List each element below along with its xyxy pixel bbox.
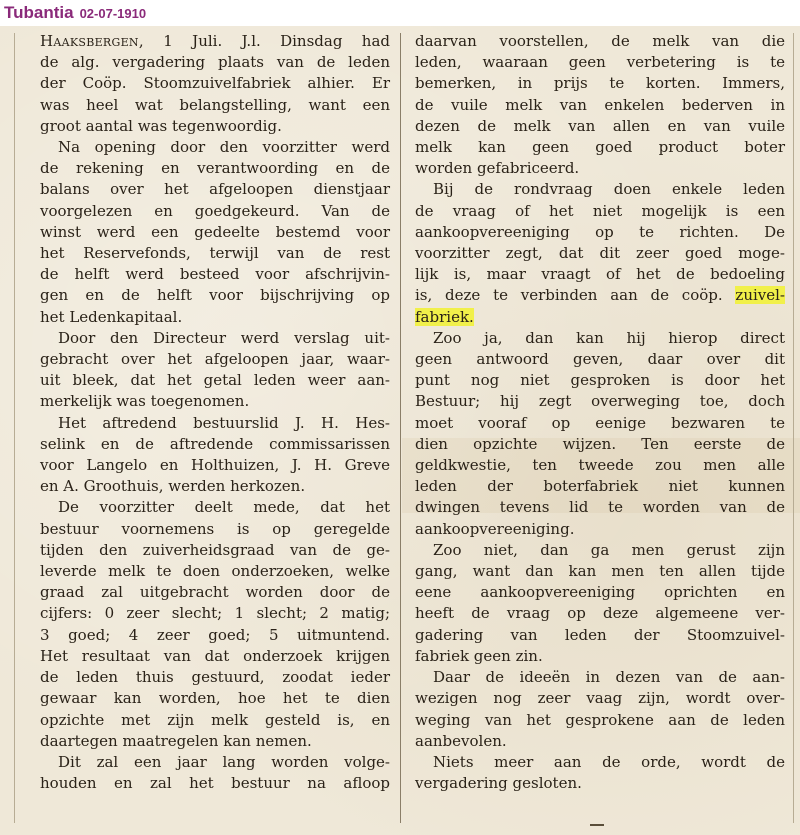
text-line [415, 307, 785, 328]
article-column-right [415, 31, 785, 794]
line-text: daartegen maatregelen kan nemen. [40, 731, 312, 750]
line-text: dien opzichte wijzen. Ten eerste de [415, 434, 785, 453]
line-text: gang, want dan kan men ten allen tijde [415, 562, 785, 581]
text-line [415, 116, 785, 137]
text-line [415, 328, 785, 349]
text-line [415, 710, 785, 731]
newspaper-clipping [0, 22, 800, 835]
text-line [40, 370, 390, 391]
text-line [415, 646, 785, 667]
line-text: het Ledenkapitaal. [40, 307, 183, 326]
text-line [40, 646, 390, 667]
line-text: cijfers: 0 zeer slecht; 1 slecht; 2 matig; [40, 604, 390, 623]
text-line [40, 752, 390, 773]
text-line [40, 476, 390, 497]
line-text: de leden thuis gestuurd, zoodat ieder [40, 668, 390, 687]
text-line [415, 201, 785, 222]
text-line [415, 31, 785, 52]
line-text: gewaar kan worden, hoe het te dien [40, 689, 390, 708]
text-line [40, 688, 390, 709]
line-text: winst werd een gedeelte bestemd voor [40, 222, 390, 241]
text-line [415, 752, 785, 773]
text-line [40, 667, 390, 688]
line-text: 3 goed; 4 zeer goed; 5 uitmuntend. [40, 625, 390, 644]
line-text: Zoo ja, dan kan hij hierop direct [433, 328, 785, 347]
text-line [415, 179, 785, 200]
text-line [40, 307, 390, 328]
text-line [40, 625, 390, 646]
line-text: wezigen nog zeer vaag zijn, wordt over- [415, 689, 785, 708]
text-line [415, 497, 785, 518]
text-line [40, 201, 390, 222]
line-text: Na opening door den voorzitter werd [58, 138, 390, 157]
line-text: balans over het afgeloopen dienstjaar [40, 180, 390, 199]
line-text: voorgelezen en goedgekeurd. Van de [40, 201, 390, 220]
text-line [415, 349, 785, 370]
line-text: de rekening en verantwoording en de [40, 159, 390, 178]
line-text: Niets meer aan de orde, wordt de [433, 752, 785, 771]
text-line [415, 243, 785, 264]
text-line [40, 243, 390, 264]
text-line [40, 328, 390, 349]
line-text: graad zal uitgebracht worden door de [40, 583, 390, 602]
text-line [415, 455, 785, 476]
line-text: Het aftredend bestuurslid J. H. Hes- [58, 413, 390, 432]
text-line [415, 476, 785, 497]
text-line [415, 73, 785, 94]
text-line [40, 497, 390, 518]
text-line [40, 391, 390, 412]
line-text: de vuile melk van enkelen bederven in [415, 95, 785, 114]
line-text: leverde melk te doen onderzoeken, welke [40, 562, 390, 581]
text-line [40, 455, 390, 476]
line-text: Zoo niet, dan ga men gerust zijn [433, 540, 785, 559]
line-text: selink en de aftredende commissarissen [40, 434, 390, 453]
line-text: de alg. vergadering plaats van de leden [40, 53, 390, 72]
line-text: daarvan voorstellen, de melk van die [415, 32, 785, 50]
text-line [40, 264, 390, 285]
line-text: de vraag of het niet mogelijk is een [415, 201, 785, 220]
line-text: fabriek geen zin. [415, 646, 543, 665]
line-text: geldkwestie, ten tweede zou men alle [415, 456, 785, 475]
text-line [40, 540, 390, 561]
line-text: geen antwoord geven, daar over dit [415, 350, 785, 369]
text-line [415, 434, 785, 455]
line-text: aanbevolen. [415, 731, 507, 750]
text-line [415, 667, 785, 688]
line-text: 1 Juli. J.l. Dinsdag had [143, 32, 390, 50]
newspaper-name: Tubantia [4, 3, 74, 22]
text-line [40, 710, 390, 731]
clipping-header [0, 0, 800, 26]
text-line [40, 179, 390, 200]
text-line [40, 731, 390, 752]
line-text: Daar de ideeën in dezen van de aan- [433, 668, 785, 687]
line-text: weging van het gesprokene aan de leden [415, 710, 785, 729]
line-text: en A. Groothuis, werden herkozen. [40, 477, 306, 496]
line-text: leden der boterfabriek niet kunnen [415, 477, 785, 496]
text-line [415, 370, 785, 391]
line-text: bemerken, in prijs te korten. Immers, [415, 74, 785, 93]
text-line [415, 582, 785, 603]
line-text: melk kan geen goed product boter [415, 138, 785, 157]
text-line [415, 540, 785, 561]
right-border-rule [793, 33, 794, 823]
line-text: Bestuur; hij zegt overweging toe, doch [415, 392, 785, 411]
text-line [415, 222, 785, 243]
line-text: punt nog niet gesproken is door het [415, 371, 785, 390]
text-line [415, 158, 785, 179]
line-text: vergadering gesloten. [415, 774, 582, 793]
text-line [40, 349, 390, 370]
line-text: worden gefabriceerd. [415, 159, 580, 178]
text-line [415, 264, 785, 285]
text-line [40, 73, 390, 94]
text-line [40, 773, 390, 794]
line-text: Door den Directeur werd verslag uit- [58, 328, 390, 347]
highlighted-text: fabriek. [415, 307, 474, 326]
line-text: dwingen tevens lid te worden van de [415, 498, 785, 517]
column-divider [400, 33, 401, 823]
text-line [415, 52, 785, 73]
text-line [415, 731, 785, 752]
line-text: voorzitter zegt, dat dit zeer goed moge- [415, 244, 785, 263]
text-line [415, 625, 785, 646]
text-line [40, 519, 390, 540]
line-text: uit bleek, dat het getal leden weer aan- [40, 371, 390, 390]
line-text: is, deze te verbinden aan de coöp. [415, 286, 736, 305]
text-line [40, 285, 390, 306]
highlighted-text: zuivel- [735, 286, 785, 305]
text-line [40, 158, 390, 179]
line-text: tijden den zuiverheidsgraad van de ge- [40, 540, 390, 559]
text-line [40, 413, 390, 434]
left-border-rule [14, 33, 15, 823]
publication-date: 02-07-1910 [79, 5, 147, 21]
line-text: het Reservefonds, terwijl van de rest [40, 244, 390, 263]
line-text: Dit zal een jaar lang worden volge- [58, 752, 390, 771]
line-text: opzichte met zijn melk gesteld is, en [40, 710, 390, 729]
line-text: de helft werd besteed voor afschrijvin- [40, 265, 390, 284]
line-text: aankoopvereeniging. [415, 519, 575, 538]
text-line [40, 603, 390, 624]
text-line [40, 222, 390, 243]
line-text: lijk is, maar vraagt of het de bedoeling [415, 265, 785, 284]
line-text: houden en zal het bestuur na afloop [40, 774, 390, 793]
line-text: dezen de melk van allen en van vuile [415, 116, 785, 135]
bottom-print-mark [590, 824, 604, 826]
line-text: was heel wat belangstelling, want een [40, 95, 390, 114]
line-text: De voorzitter deelt mede, dat het [58, 498, 390, 517]
line-text: merkelijk was toegenomen. [40, 392, 250, 411]
text-line [40, 52, 390, 73]
line-text: heeft de vraag op deze algemeene ver- [415, 604, 785, 623]
text-line [415, 603, 785, 624]
text-line [415, 688, 785, 709]
text-line [415, 285, 785, 306]
line-text: gebracht over het afgeloopen jaar, waar- [40, 350, 390, 369]
line-text: gadering van leden der Stoomzuivel- [415, 625, 785, 644]
text-line [415, 413, 785, 434]
text-line [415, 519, 785, 540]
text-line [40, 561, 390, 582]
text-line [415, 561, 785, 582]
line-text: moet vooraf op eenige bezwaren te [415, 413, 785, 432]
line-text: der Coöp. Stoomzuivelfabriek alhier. Er [40, 74, 390, 93]
line-text: gen en de helft voor bijschrijving op [40, 286, 390, 305]
line-text: leden, waaraan geen verbetering is te [415, 53, 785, 72]
line-text: Het resultaat van dat onderzoek krijgen [40, 646, 390, 665]
text-line [40, 434, 390, 455]
text-line [40, 137, 390, 158]
line-text: bestuur voornemens is op geregelde [40, 519, 390, 538]
text-line [40, 31, 390, 52]
text-line [40, 582, 390, 603]
line-text: aankoopvereeniging op te richten. De [415, 222, 785, 241]
text-line [415, 137, 785, 158]
text-line [415, 95, 785, 116]
line-text: voor Langelo en Holthuizen, J. H. Greve [40, 456, 390, 475]
text-line [40, 116, 390, 137]
line-text: groot aantal was tegenwoordig. [40, 116, 282, 135]
text-line [415, 391, 785, 412]
article-column-left [40, 31, 390, 794]
dateline-place: Haaksbergen, [40, 32, 144, 50]
text-line [40, 95, 390, 116]
line-text: eene aankoopvereeniging oprichten en [415, 583, 785, 602]
line-text: Bij de rondvraag doen enkele leden [433, 180, 785, 199]
text-line [415, 773, 785, 794]
